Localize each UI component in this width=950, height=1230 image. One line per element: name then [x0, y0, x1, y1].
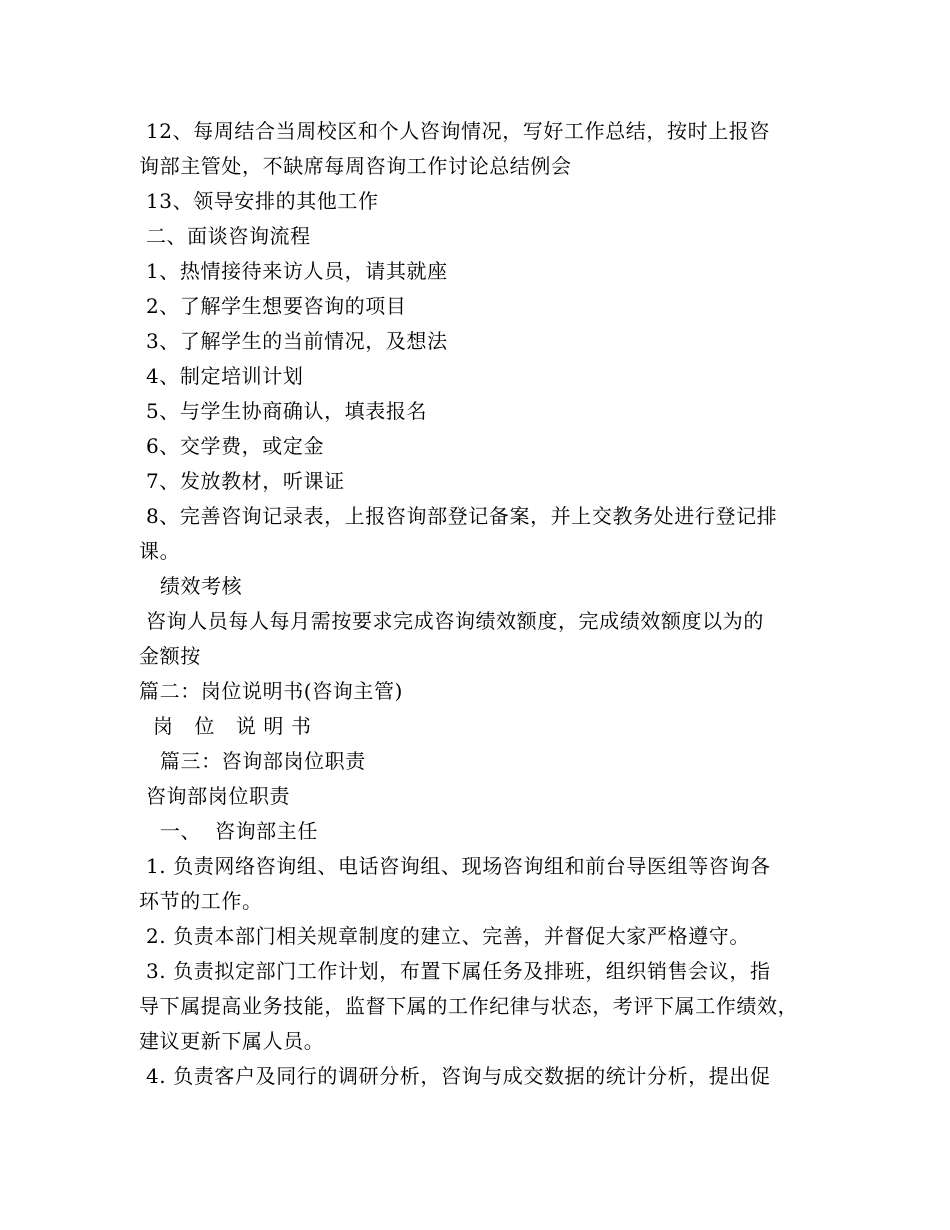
text-line: 5、与学生协商确认，填表报名: [139, 399, 428, 423]
text-line: 1、热情接待来访人员，请其就座: [139, 259, 448, 283]
text-line: 咨询人员每人每月需按要求完成咨询绩效额度，完成绩效额度以为的: [139, 609, 764, 633]
text-line: 7、发放教材，听课证: [139, 469, 345, 493]
text-line: 2、了解学生想要咨询的项目: [139, 294, 407, 318]
text-line: 建议更新下属人员。: [139, 1029, 325, 1053]
section-heading: 绩效考核: [139, 574, 243, 598]
text-line: 3. 负责拟定部门工作计划，布置下属任务及排班，组织销售会议，指: [139, 959, 771, 983]
text-line: 环节的工作。: [139, 889, 263, 913]
section-heading: 篇三：咨询部岗位职责: [139, 749, 366, 773]
text-line: 4、制定培训计划: [139, 364, 304, 388]
text-line: 1. 负责网络咨询组、电话咨询组、现场咨询组和前台导医组等咨询各: [139, 854, 771, 878]
text-line: 金额按: [139, 644, 201, 668]
text-line: 6、交学费，或定金: [139, 434, 325, 458]
document-body: [139, 114, 819, 1094]
text-line: 2. 负责本部门相关规章制度的建立、完善，并督促大家严格遵守。: [139, 924, 750, 948]
text-line: 导下属提高业务技能，监督下属的工作纪律与状态，考评下属工作绩效，: [139, 994, 799, 1018]
section-heading: 岗 位 说 明 书: [139, 714, 312, 738]
section-heading: 二、面谈咨询流程: [139, 224, 311, 248]
section-heading: 咨询部岗位职责: [139, 784, 291, 808]
text-line: 课。: [139, 539, 181, 563]
text-line: 8、完善咨询记录表，上报咨询部登记备案，并上交教务处进行登记排: [139, 504, 778, 528]
text-line: 3、了解学生的当前情况，及想法: [139, 329, 448, 353]
text-line: 13、领导安排的其他工作: [139, 189, 379, 213]
section-heading: 一、 咨询部主任: [139, 819, 318, 843]
text-line: 12、每周结合当周校区和个人咨询情况，写好工作总结，按时上报咨: [139, 119, 771, 143]
section-heading: 篇二：岗位说明书(咨询主管): [139, 679, 404, 703]
text-line: 询部主管处，不缺席每周咨询工作讨论总结例会: [139, 154, 572, 178]
text-line: 4. 负责客户及同行的调研分析，咨询与成交数据的统计分析，提出促: [139, 1064, 771, 1088]
